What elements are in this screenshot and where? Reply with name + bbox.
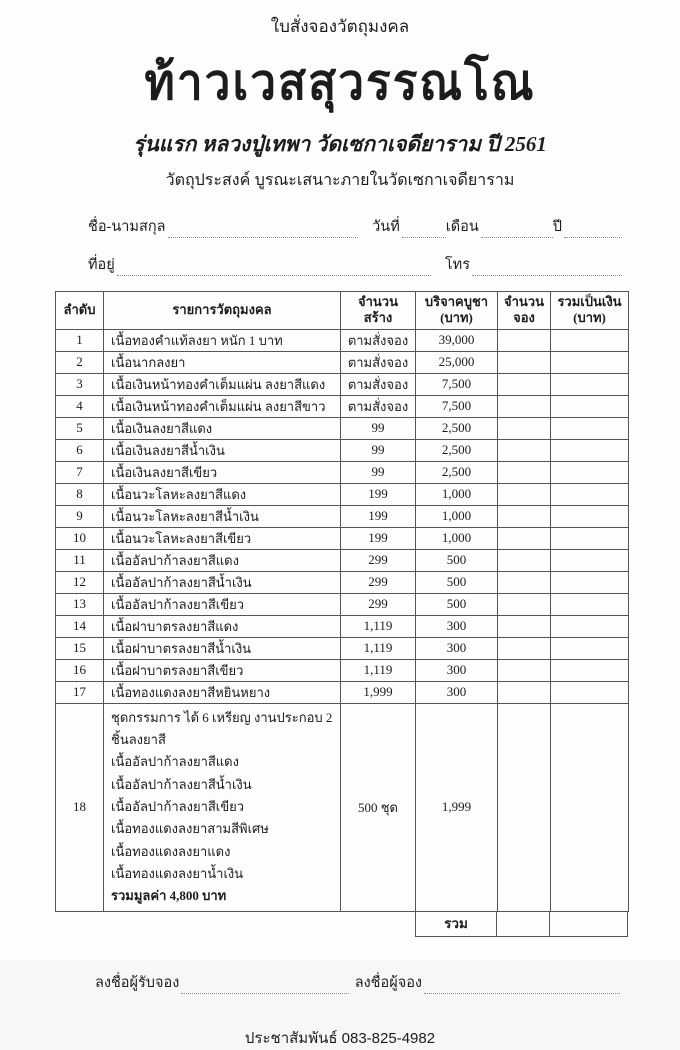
row-no: 3 bbox=[56, 373, 104, 395]
name-fill-line bbox=[168, 222, 359, 238]
orderer-signature bbox=[355, 971, 620, 994]
row-order-blank bbox=[498, 637, 551, 659]
row-total-blank bbox=[551, 461, 629, 483]
row-order-blank bbox=[498, 615, 551, 637]
row-price: 2,500 bbox=[416, 439, 498, 461]
table-row bbox=[56, 549, 629, 571]
orderer-signature-label: ลงชื่อผู้จอง bbox=[354, 974, 422, 991]
table-row bbox=[56, 571, 629, 593]
table-header-row bbox=[56, 292, 629, 330]
col-header-made-line2: สร้าง bbox=[363, 310, 393, 326]
row-made: 1,119 bbox=[341, 637, 416, 659]
row-price: 1,000 bbox=[416, 483, 498, 505]
set-line: เนื้ออัลปาก้าลงยาสีแดง bbox=[111, 754, 239, 770]
grand-total-order-blank bbox=[497, 911, 550, 937]
row-item: เนื้อฝาบาตรลงยาสีแดง bbox=[104, 615, 341, 637]
col-header-order bbox=[498, 292, 551, 330]
table-row bbox=[56, 329, 629, 351]
applicant-info-section bbox=[88, 215, 622, 276]
row-order-blank bbox=[498, 593, 551, 615]
set-row-total-blank bbox=[551, 703, 629, 911]
row-made: 199 bbox=[341, 505, 416, 527]
row-total-blank bbox=[551, 483, 629, 505]
row-no: 15 bbox=[56, 637, 104, 659]
row-made: 299 bbox=[341, 571, 416, 593]
row-price: 7,500 bbox=[416, 373, 498, 395]
table-row bbox=[56, 395, 629, 417]
col-header-order-line2: จอง bbox=[513, 310, 535, 326]
row-order-blank bbox=[498, 659, 551, 681]
edition-subtitle: รุ่นแรก หลวงปู่เทพา วัดเซกาเจดียาราม ปี 2561 bbox=[133, 132, 547, 156]
row-no: 10 bbox=[56, 527, 104, 549]
table-row bbox=[56, 483, 629, 505]
row-price: 300 bbox=[416, 659, 498, 681]
row-made: ตามสั่งจอง bbox=[341, 351, 416, 373]
row-price: 1,000 bbox=[416, 505, 498, 527]
row-no: 7 bbox=[56, 461, 104, 483]
row-made: 1,999 bbox=[341, 681, 416, 703]
amulet-title: ท้าวเวสสุวรรณโณ bbox=[144, 52, 536, 112]
set-row-order-blank bbox=[498, 703, 551, 911]
row-order-blank bbox=[498, 417, 551, 439]
row-item: เนื้อนวะโลหะลงยาสีน้ำเงิน bbox=[104, 505, 341, 527]
row-total-blank bbox=[551, 417, 629, 439]
row-order-blank bbox=[498, 395, 551, 417]
row-price: 500 bbox=[416, 549, 498, 571]
row-order-blank bbox=[498, 571, 551, 593]
row-made: 299 bbox=[341, 593, 416, 615]
row-item: เนื้ออัลปาก้าลงยาสีน้ำเงิน bbox=[104, 571, 341, 593]
row-price: 300 bbox=[416, 681, 498, 703]
row-item: เนื้อนวะโลหะลงยาสีแดง bbox=[104, 483, 341, 505]
row-made: 199 bbox=[341, 483, 416, 505]
month-label: เดือน bbox=[445, 219, 479, 235]
order-table-section bbox=[55, 291, 628, 937]
date-fill-line bbox=[402, 222, 446, 238]
signature-section bbox=[95, 971, 620, 994]
table-row bbox=[56, 505, 629, 527]
table-row bbox=[56, 461, 629, 483]
col-header-made-line1: จำนวน bbox=[358, 294, 398, 309]
row-no: 8 bbox=[56, 483, 104, 505]
table-row bbox=[56, 659, 629, 681]
row-made: 99 bbox=[341, 417, 416, 439]
address-fill-line bbox=[117, 260, 431, 276]
row-price: 2,500 bbox=[416, 461, 498, 483]
row-total-blank bbox=[551, 615, 629, 637]
year-label: ปี bbox=[552, 219, 562, 235]
document-header bbox=[0, 0, 680, 193]
row-total-blank bbox=[551, 659, 629, 681]
row-item: เนื้ออัลปาก้าลงยาสีเขียว bbox=[104, 593, 341, 615]
row-no: 6 bbox=[56, 439, 104, 461]
row-made: 1,119 bbox=[341, 659, 416, 681]
col-header-total-line2: (บาท) bbox=[573, 310, 606, 326]
row-item: เนื้อเงินหน้าทองคำเต็มแผ่น ลงยาสีขาว bbox=[104, 395, 341, 417]
row-price: 2,500 bbox=[416, 417, 498, 439]
set-line: เนื้อทองแดงลงยาสามสีพิเศษ bbox=[111, 821, 269, 837]
col-header-price bbox=[416, 292, 498, 330]
row-total-blank bbox=[551, 637, 629, 659]
set-row-description bbox=[104, 703, 341, 911]
row-total-blank bbox=[551, 351, 629, 373]
name-date-row bbox=[88, 215, 622, 238]
row-item: เนื้อฝาบาตรลงยาสีเขียว bbox=[104, 659, 341, 681]
row-item: เนื้อนวะโลหะลงยาสีเขียว bbox=[104, 527, 341, 549]
receiver-signature bbox=[95, 971, 349, 994]
grand-total-row bbox=[55, 911, 628, 937]
row-total-blank bbox=[551, 527, 629, 549]
row-total-blank bbox=[551, 681, 629, 703]
row-made: 199 bbox=[341, 527, 416, 549]
set-line: เนื้อทองแดงลงยาแดง bbox=[111, 843, 231, 859]
row-total-blank bbox=[551, 395, 629, 417]
row-no: 13 bbox=[56, 593, 104, 615]
col-header-order-line1: จำนวน bbox=[504, 294, 544, 309]
row-item: เนื้อทองคำแท้ลงยา หนัก 1 บาท bbox=[104, 329, 341, 351]
row-price: 500 bbox=[416, 571, 498, 593]
row-no: 5 bbox=[56, 417, 104, 439]
row-total-blank bbox=[551, 329, 629, 351]
date-label: วันที่ bbox=[372, 219, 400, 235]
row-made: 99 bbox=[341, 439, 416, 461]
row-price: 500 bbox=[416, 593, 498, 615]
table-row bbox=[56, 681, 629, 703]
row-made: ตามสั่งจอง bbox=[341, 329, 416, 351]
contact-footer: ประชาสัมพันธ์ 083-825-4982 bbox=[244, 1029, 436, 1047]
row-total-blank bbox=[551, 593, 629, 615]
row-no: 4 bbox=[56, 395, 104, 417]
row-order-blank bbox=[498, 527, 551, 549]
row-item: เนื้อนากลงยา bbox=[104, 351, 341, 373]
set-line: เนื้ออัลปาก้าลงยาสีน้ำเงิน bbox=[111, 776, 252, 792]
name-label: ชื่อ-นามสกุล bbox=[88, 219, 166, 235]
row-made: ตามสั่งจอง bbox=[341, 373, 416, 395]
col-header-made bbox=[341, 292, 416, 330]
address-phone-row bbox=[88, 253, 622, 276]
table-row bbox=[56, 351, 629, 373]
receiver-signature-line bbox=[181, 978, 349, 994]
total-row-spacer bbox=[55, 911, 415, 937]
receiver-signature-label: ลงชื่อผู้รับจอง bbox=[95, 974, 180, 991]
row-made: 1,119 bbox=[341, 615, 416, 637]
row-item: เนื้ออัลปาก้าลงยาสีแดง bbox=[104, 549, 341, 571]
row-no: 2 bbox=[56, 351, 104, 373]
table-row bbox=[56, 637, 629, 659]
year-fill-line bbox=[564, 222, 622, 238]
row-item: เนื้อเงินหน้าทองคำเต็มแผ่น ลงยาสีแดง bbox=[104, 373, 341, 395]
phone-label: โทร bbox=[444, 257, 470, 273]
doc-type-label: ใบสั่งจองวัตถุมงคล bbox=[270, 17, 410, 36]
row-no: 17 bbox=[56, 681, 104, 703]
grand-total-amount-blank bbox=[550, 911, 628, 937]
row-no: 12 bbox=[56, 571, 104, 593]
row-order-blank bbox=[498, 439, 551, 461]
row-item: เนื้อฝาบาตรลงยาสีน้ำเงิน bbox=[104, 637, 341, 659]
row-order-blank bbox=[498, 351, 551, 373]
row-item: เนื้อเงินลงยาสีน้ำเงิน bbox=[104, 439, 341, 461]
row-price: 25,000 bbox=[416, 351, 498, 373]
row-no: 11 bbox=[56, 549, 104, 571]
row-no: 16 bbox=[56, 659, 104, 681]
set-line: ชุดกรรมการ ได้ 6 เหรียญ งานประกอบ 2 ชิ้นลงยาสี bbox=[111, 709, 333, 747]
row-total-blank bbox=[551, 373, 629, 395]
purpose-line: วัตถุประสงค์ บูรณะเสนาะภายในวัดเซกาเจดียาราม bbox=[165, 172, 515, 189]
row-total-blank bbox=[551, 505, 629, 527]
row-item: เนื้อทองแดงลงยาสีหยินหยาง bbox=[104, 681, 341, 703]
row-total-blank bbox=[551, 439, 629, 461]
row-order-blank bbox=[498, 681, 551, 703]
row-price: 300 bbox=[416, 637, 498, 659]
phone-fill-line bbox=[472, 260, 622, 276]
row-order-blank bbox=[498, 373, 551, 395]
col-header-total bbox=[551, 292, 629, 330]
set-row-made: 500 ชุด bbox=[341, 703, 416, 911]
row-price: 1,000 bbox=[416, 527, 498, 549]
row-order-blank bbox=[498, 329, 551, 351]
set-line: เนื้ออัลปาก้าลงยาสีเขียว bbox=[111, 798, 245, 814]
row-total-blank bbox=[551, 571, 629, 593]
grand-total-label: รวม bbox=[415, 911, 497, 937]
row-total-blank bbox=[551, 549, 629, 571]
row-price: 39,000 bbox=[416, 329, 498, 351]
amulet-order-table bbox=[55, 291, 629, 912]
col-header-no: ลำดับ bbox=[56, 292, 104, 330]
col-header-price-line2: (บาท) bbox=[440, 310, 473, 326]
committee-set-row bbox=[56, 703, 629, 911]
table-row bbox=[56, 527, 629, 549]
row-order-blank bbox=[498, 549, 551, 571]
row-no: 1 bbox=[56, 329, 104, 351]
table-row bbox=[56, 417, 629, 439]
set-row-no: 18 bbox=[56, 703, 104, 911]
set-row-price: 1,999 bbox=[416, 703, 498, 911]
row-price: 7,500 bbox=[416, 395, 498, 417]
row-no: 14 bbox=[56, 615, 104, 637]
table-row bbox=[56, 373, 629, 395]
row-item: เนื้อเงินลงยาสีแดง bbox=[104, 417, 341, 439]
row-made: 99 bbox=[341, 461, 416, 483]
row-price: 300 bbox=[416, 615, 498, 637]
row-made: ตามสั่งจอง bbox=[341, 395, 416, 417]
address-label: ที่อยู่ bbox=[88, 257, 115, 273]
set-total-value-line: รวมมูลค่า 4,800 บาท bbox=[111, 888, 227, 904]
orderer-signature-line bbox=[424, 978, 620, 994]
row-order-blank bbox=[498, 505, 551, 527]
col-header-total-line1: รวมเป็นเงิน bbox=[557, 294, 622, 309]
row-order-blank bbox=[498, 483, 551, 505]
set-line: เนื้อทองแดงลงยาน้ำเงิน bbox=[111, 866, 244, 882]
table-row bbox=[56, 593, 629, 615]
col-header-price-line1: บริจาคบูชา bbox=[424, 294, 489, 309]
table-row bbox=[56, 439, 629, 461]
row-item: เนื้อเงินลงยาสีเขียว bbox=[104, 461, 341, 483]
table-row bbox=[56, 615, 629, 637]
row-no: 9 bbox=[56, 505, 104, 527]
row-order-blank bbox=[498, 461, 551, 483]
month-fill-line bbox=[481, 222, 553, 238]
row-made: 299 bbox=[341, 549, 416, 571]
col-header-item: รายการวัตถุมงคล bbox=[104, 292, 341, 330]
